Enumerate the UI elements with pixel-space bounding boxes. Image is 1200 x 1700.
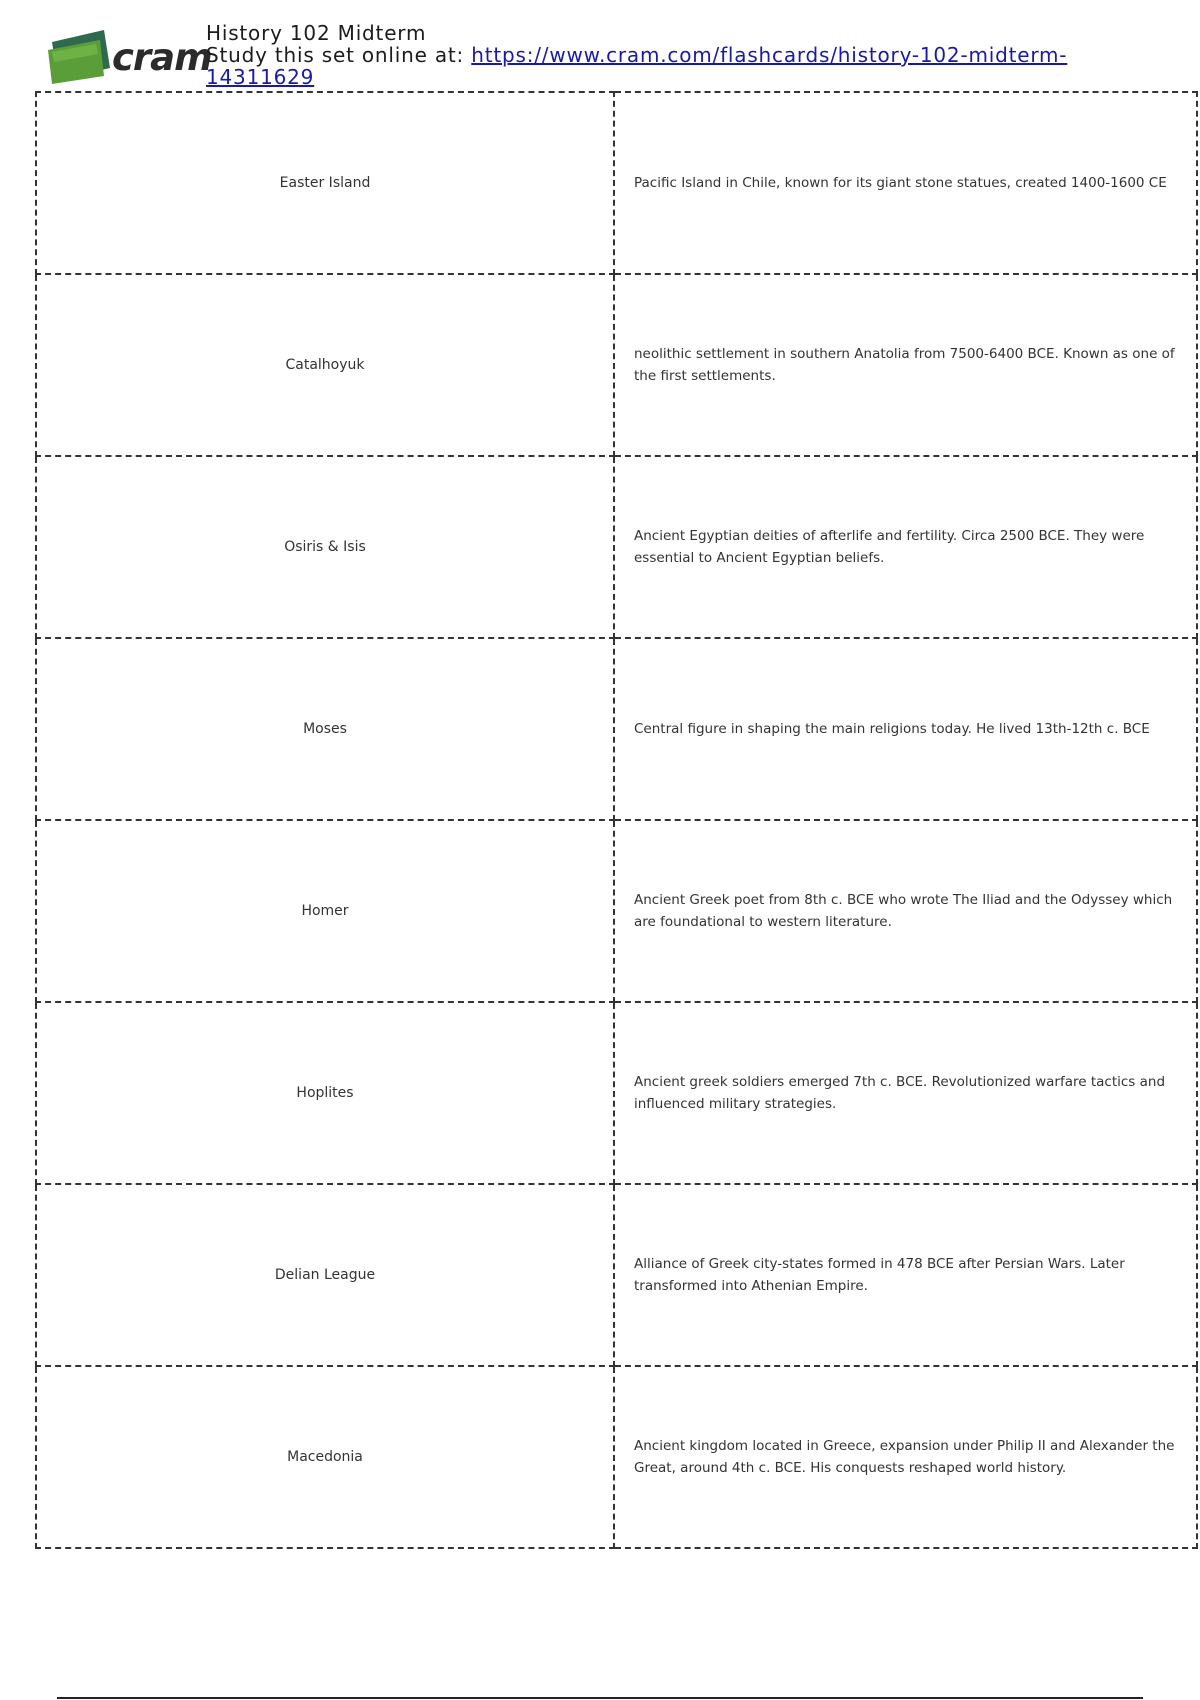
study-set-link[interactable]: https://www.cram.com/flashcards/history-102-midterm-14311629 <box>206 43 1068 89</box>
flashcard-row <box>36 274 1197 456</box>
card-term: Macedonia <box>36 1366 614 1548</box>
card-definition: Pacific Island in Chile, known for its giant stone statues, created 1400-1600 CE <box>614 92 1197 274</box>
card-definition: Ancient greek soldiers emerged 7th c. BCE. Revolutionized warfare tactics and influenced military strategies. <box>614 1002 1197 1184</box>
study-online-line <box>206 44 1086 88</box>
card-definition: Ancient Egyptian deities of afterlife and fertility. Circa 2500 BCE. They were essential to Ancient Egyptian beliefs. <box>614 456 1197 638</box>
flashcard-row <box>36 456 1197 638</box>
flashcard-row <box>36 92 1197 274</box>
card-term: Delian League <box>36 1184 614 1366</box>
card-definition: Ancient Greek poet from 8th c. BCE who wrote The Iliad and the Odyssey which are foundational to western literature. <box>614 820 1197 1002</box>
card-term: Homer <box>36 820 614 1002</box>
footer-divider <box>57 1697 1143 1699</box>
card-definition: neolithic settlement in southern Anatolia from 7500-6400 BCE. Known as one of the first settlements. <box>614 274 1197 456</box>
cram-cards-icon <box>46 28 116 86</box>
flashcard-row <box>36 820 1197 1002</box>
card-definition: Central figure in shaping the main religions today. He lived 13th-12th c. BCE <box>614 638 1197 820</box>
flashcard-row <box>36 1366 1197 1548</box>
set-title: History 102 Midterm <box>206 21 427 45</box>
cram-logo[interactable] <box>46 28 212 88</box>
card-term: Osiris & Isis <box>36 456 614 638</box>
flashcard-row <box>36 638 1197 820</box>
flashcard-table <box>35 91 1198 1549</box>
logo-wordmark: cram <box>112 36 212 79</box>
flashcard-row <box>36 1002 1197 1184</box>
flashcard-row <box>36 1184 1197 1366</box>
card-term: Moses <box>36 638 614 820</box>
card-term: Easter Island <box>36 92 614 274</box>
study-prefix: Study this set online at: <box>206 43 472 67</box>
title-block <box>206 22 1086 88</box>
card-definition: Ancient kingdom located in Greece, expansion under Philip II and Alexander the Great, around 4th c. BCE. His conquests reshaped world history. <box>614 1366 1197 1548</box>
card-term: Catalhoyuk <box>36 274 614 456</box>
card-term: Hoplites <box>36 1002 614 1184</box>
card-definition: Alliance of Greek city-states formed in 478 BCE after Persian Wars. Later transformed into Athenian Empire. <box>614 1184 1197 1366</box>
page-header <box>46 22 1166 88</box>
